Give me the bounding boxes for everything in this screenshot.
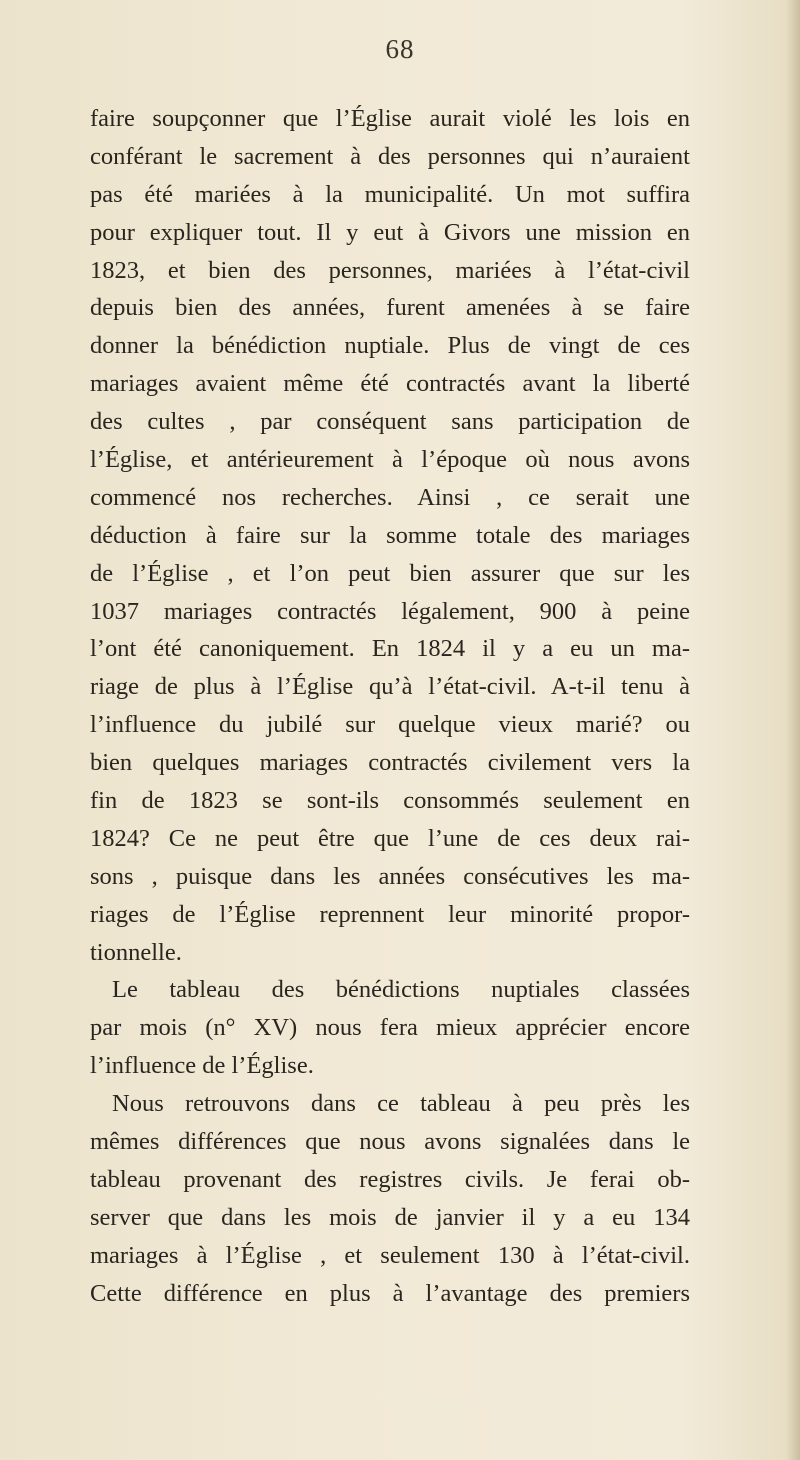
text-line: riage de plus à l’Église qu’à l’état-civil. A-t-il tenu à: [90, 673, 690, 701]
text-line: depuis bien des années, furent amenées à se faire: [90, 294, 690, 322]
text-line: tionnelle.: [90, 938, 182, 966]
text-line: pas été mariées à la municipalité. Un mot suffira: [90, 180, 690, 208]
text-line: faire soupçonner que l’Église aurait violé les lois en: [90, 105, 690, 132]
body-text: [90, 100, 690, 1313]
text-line: l’influence de l’Église.: [90, 1052, 314, 1080]
text-line: mariages à l’Église , et seulement 130 à l’état-civil.: [90, 1241, 690, 1269]
text-line: pour expliquer tout. Il y eut à Givors une mission en: [90, 218, 690, 246]
text-line: conférant le sacrement à des personnes qui n’auraient: [90, 142, 690, 170]
text-line: 1824? Ce ne peut être que l’une de ces deux rai-: [90, 824, 690, 852]
text-line: des cultes , par conséquent sans participation de: [90, 408, 690, 436]
text-line: par mois (n° XV) nous fera mieux apprécier encore: [90, 1014, 690, 1042]
text-line: 1037 mariages contractés légalement, 900 à peine: [90, 597, 690, 625]
text-line: déduction à faire sur la somme totale des mariages: [90, 521, 690, 549]
text-line: riages de l’Église reprennent leur minorité propor-: [90, 900, 690, 928]
text-line: donner la bénédiction nuptiale. Plus de vingt de ces: [90, 332, 690, 360]
text-line: server que dans les mois de janvier il y a eu 134: [90, 1203, 690, 1231]
text-line: fin de 1823 se sont-ils consommés seulement en: [90, 787, 690, 815]
text-line: bien quelques mariages contractés civilement vers la: [90, 749, 690, 777]
text-line: Le tableau des bénédictions nuptiales classées: [112, 976, 690, 1004]
text-line: l’ont été canoniquement. En 1824 il y a eu un ma-: [90, 635, 690, 663]
text-line: mêmes différences que nous avons signalées dans le: [90, 1128, 690, 1156]
page-number: 68: [385, 34, 415, 64]
text-line: 1823, et bien des personnes, mariées à l’état-civil: [90, 256, 690, 284]
text-line: l’Église, et antérieurement à l’époque où nous avons: [90, 446, 690, 474]
text-line: commencé nos recherches. Ainsi , ce serait une: [90, 483, 690, 511]
text-line: de l’Église , et l’on peut bien assurer que sur les: [90, 559, 690, 587]
page-edge-shadow: [786, 0, 800, 1460]
text-line: tableau provenant des registres civils. Je ferai ob-: [90, 1165, 690, 1193]
text-line: l’influence du jubilé sur quelque vieux marié? ou: [90, 711, 690, 739]
text-line: Nous retrouvons dans ce tableau à peu près les: [112, 1090, 690, 1118]
text-line: Cette différence en plus à l’avantage des premiers: [90, 1279, 690, 1307]
text-line: mariages avaient même été contractés avant la liberté: [90, 370, 690, 398]
text-line: sons , puisque dans les années consécutives les ma-: [90, 862, 690, 890]
